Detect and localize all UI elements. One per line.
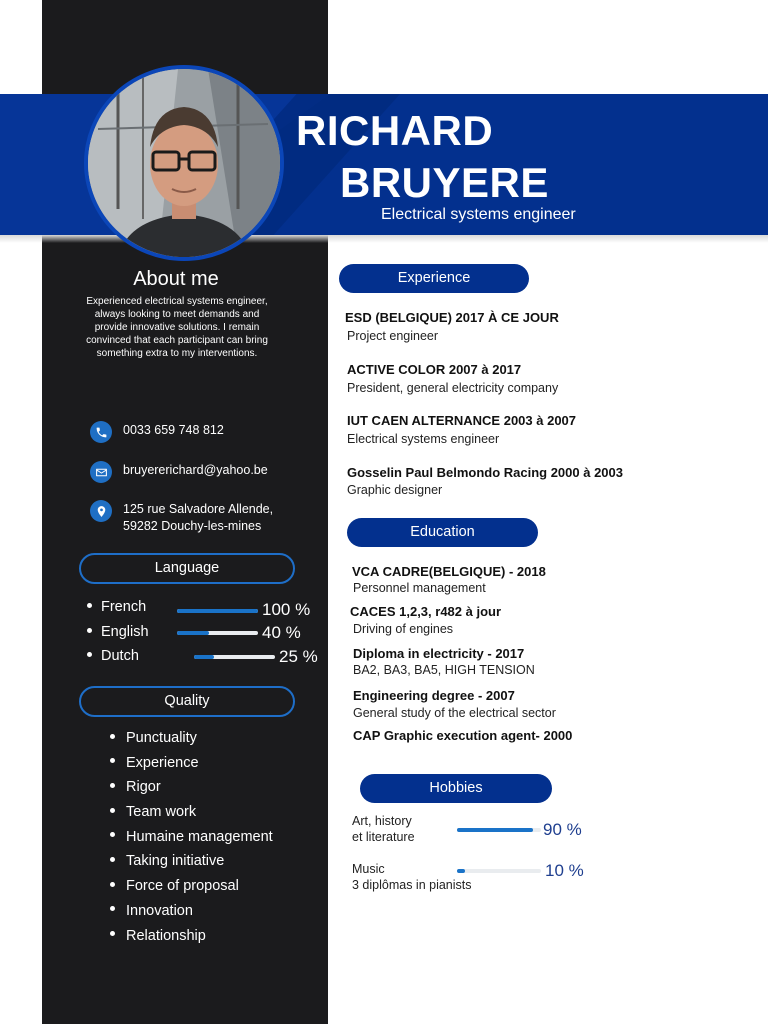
quality-item: Experience [110, 753, 273, 778]
about-text: Experienced electrical systems engineer, always looking to meet demands and provide innovative solutions. I remain convinced that each participant can bring something extra to my interventions. [86, 296, 268, 359]
language-level-bar [177, 631, 258, 635]
address-line-1: 125 rue Salvadore Allende, [123, 502, 274, 516]
address [123, 500, 273, 535]
language-heading: Language [79, 553, 295, 584]
language-name: Dutch [101, 648, 139, 664]
mail-icon [90, 461, 112, 483]
experience-item-title: ACTIVE COLOR 2007 à 2017 [347, 362, 522, 377]
last-name: BRUYERE [340, 159, 549, 206]
hobbies-heading: Hobbies [360, 774, 552, 803]
language-level-bar [194, 655, 275, 659]
contact-email [90, 461, 268, 483]
quality-item: Humaine management [110, 827, 273, 852]
phone-icon [90, 421, 112, 443]
education-item-detail: Driving of engines [353, 622, 454, 636]
experience-item-role: Project engineer [347, 329, 439, 343]
language-name: English [101, 624, 149, 640]
quality-item: Taking initiative [110, 851, 273, 876]
hobby-percent: 10 % [545, 861, 584, 880]
language-item [87, 624, 149, 640]
hobby-level-bar [457, 869, 541, 873]
education-item-detail: Personnel management [353, 581, 486, 595]
quality-heading: Quality [79, 686, 295, 717]
profile-photo [84, 65, 284, 261]
hobby-level-fill [457, 828, 533, 832]
language-level-fill [177, 609, 258, 613]
address-line-2: 59282 Douchy-les-mines [123, 519, 262, 533]
education-heading: Education [347, 518, 538, 547]
language-percent: 25 % [279, 647, 318, 666]
quality-item: Team work [110, 802, 273, 827]
education-item-title: VCA CADRE(BELGIQUE) - 2018 [352, 564, 546, 579]
experience-item-title: IUT CAEN ALTERNANCE 2003 à 2007 [347, 413, 577, 428]
first-name: RICHARD [296, 107, 494, 154]
language-level-bar [177, 609, 258, 613]
hobby-detail: et literature [352, 830, 415, 844]
hobby-level-bar [457, 828, 541, 832]
language-name: French [101, 599, 147, 615]
education-item-title: Engineering degree - 2007 [353, 688, 515, 703]
quality-item: Innovation [110, 901, 273, 926]
quality-item: Rigor [110, 777, 273, 802]
hobby-level-fill [457, 869, 465, 873]
hobby-name: Music [352, 862, 385, 876]
phone-number[interactable]: 0033 659 748 812 [123, 423, 224, 437]
education-item-detail: BA2, BA3, BA5, HIGH TENSION [353, 663, 535, 677]
contact-phone [90, 421, 224, 443]
education-item-title: CACES 1,2,3, r482 à jour [350, 604, 502, 619]
hobby-label [352, 861, 472, 893]
experience-item-role: Graphic designer [347, 483, 443, 497]
contact-address [90, 500, 273, 535]
language-percent: 100 % [262, 600, 311, 619]
experience-item-role: President, general electricity company [347, 381, 559, 395]
experience-item-title: Gosselin Paul Belmondo Racing 2000 à 2003 [347, 465, 623, 480]
banner-shadow [0, 235, 768, 243]
education-item-title: CAP Graphic execution agent- 2000 [353, 728, 573, 743]
language-level-fill [194, 655, 214, 659]
language-item [87, 648, 139, 664]
language-percent: 40 % [262, 623, 301, 642]
job-title: Electrical systems engineer [381, 206, 576, 223]
hobby-label [352, 813, 415, 845]
quality-item: Punctuality [110, 728, 273, 753]
location-pin-icon [90, 500, 112, 522]
quality-list [110, 728, 273, 950]
email-address[interactable]: bruyererichard@yahoo.be [123, 463, 268, 477]
education-item-detail: General study of the electrical sector [353, 706, 556, 720]
hobby-percent: 90 % [543, 820, 582, 839]
language-level-fill [177, 631, 209, 635]
experience-item-title: ESD (BELGIQUE) 2017 À CE JOUR [345, 310, 559, 325]
quality-item: Force of proposal [110, 876, 273, 901]
about-title: About me [133, 268, 219, 290]
education-item-title: Diploma in electricity - 2017 [353, 646, 525, 661]
experience-heading: Experience [339, 264, 529, 293]
experience-item-role: Electrical systems engineer [347, 432, 500, 446]
hobby-name: Art, history [352, 814, 412, 828]
quality-item: Relationship [110, 926, 273, 951]
language-item [87, 599, 146, 615]
hobby-detail: 3 diplômas in pianists [352, 878, 472, 892]
